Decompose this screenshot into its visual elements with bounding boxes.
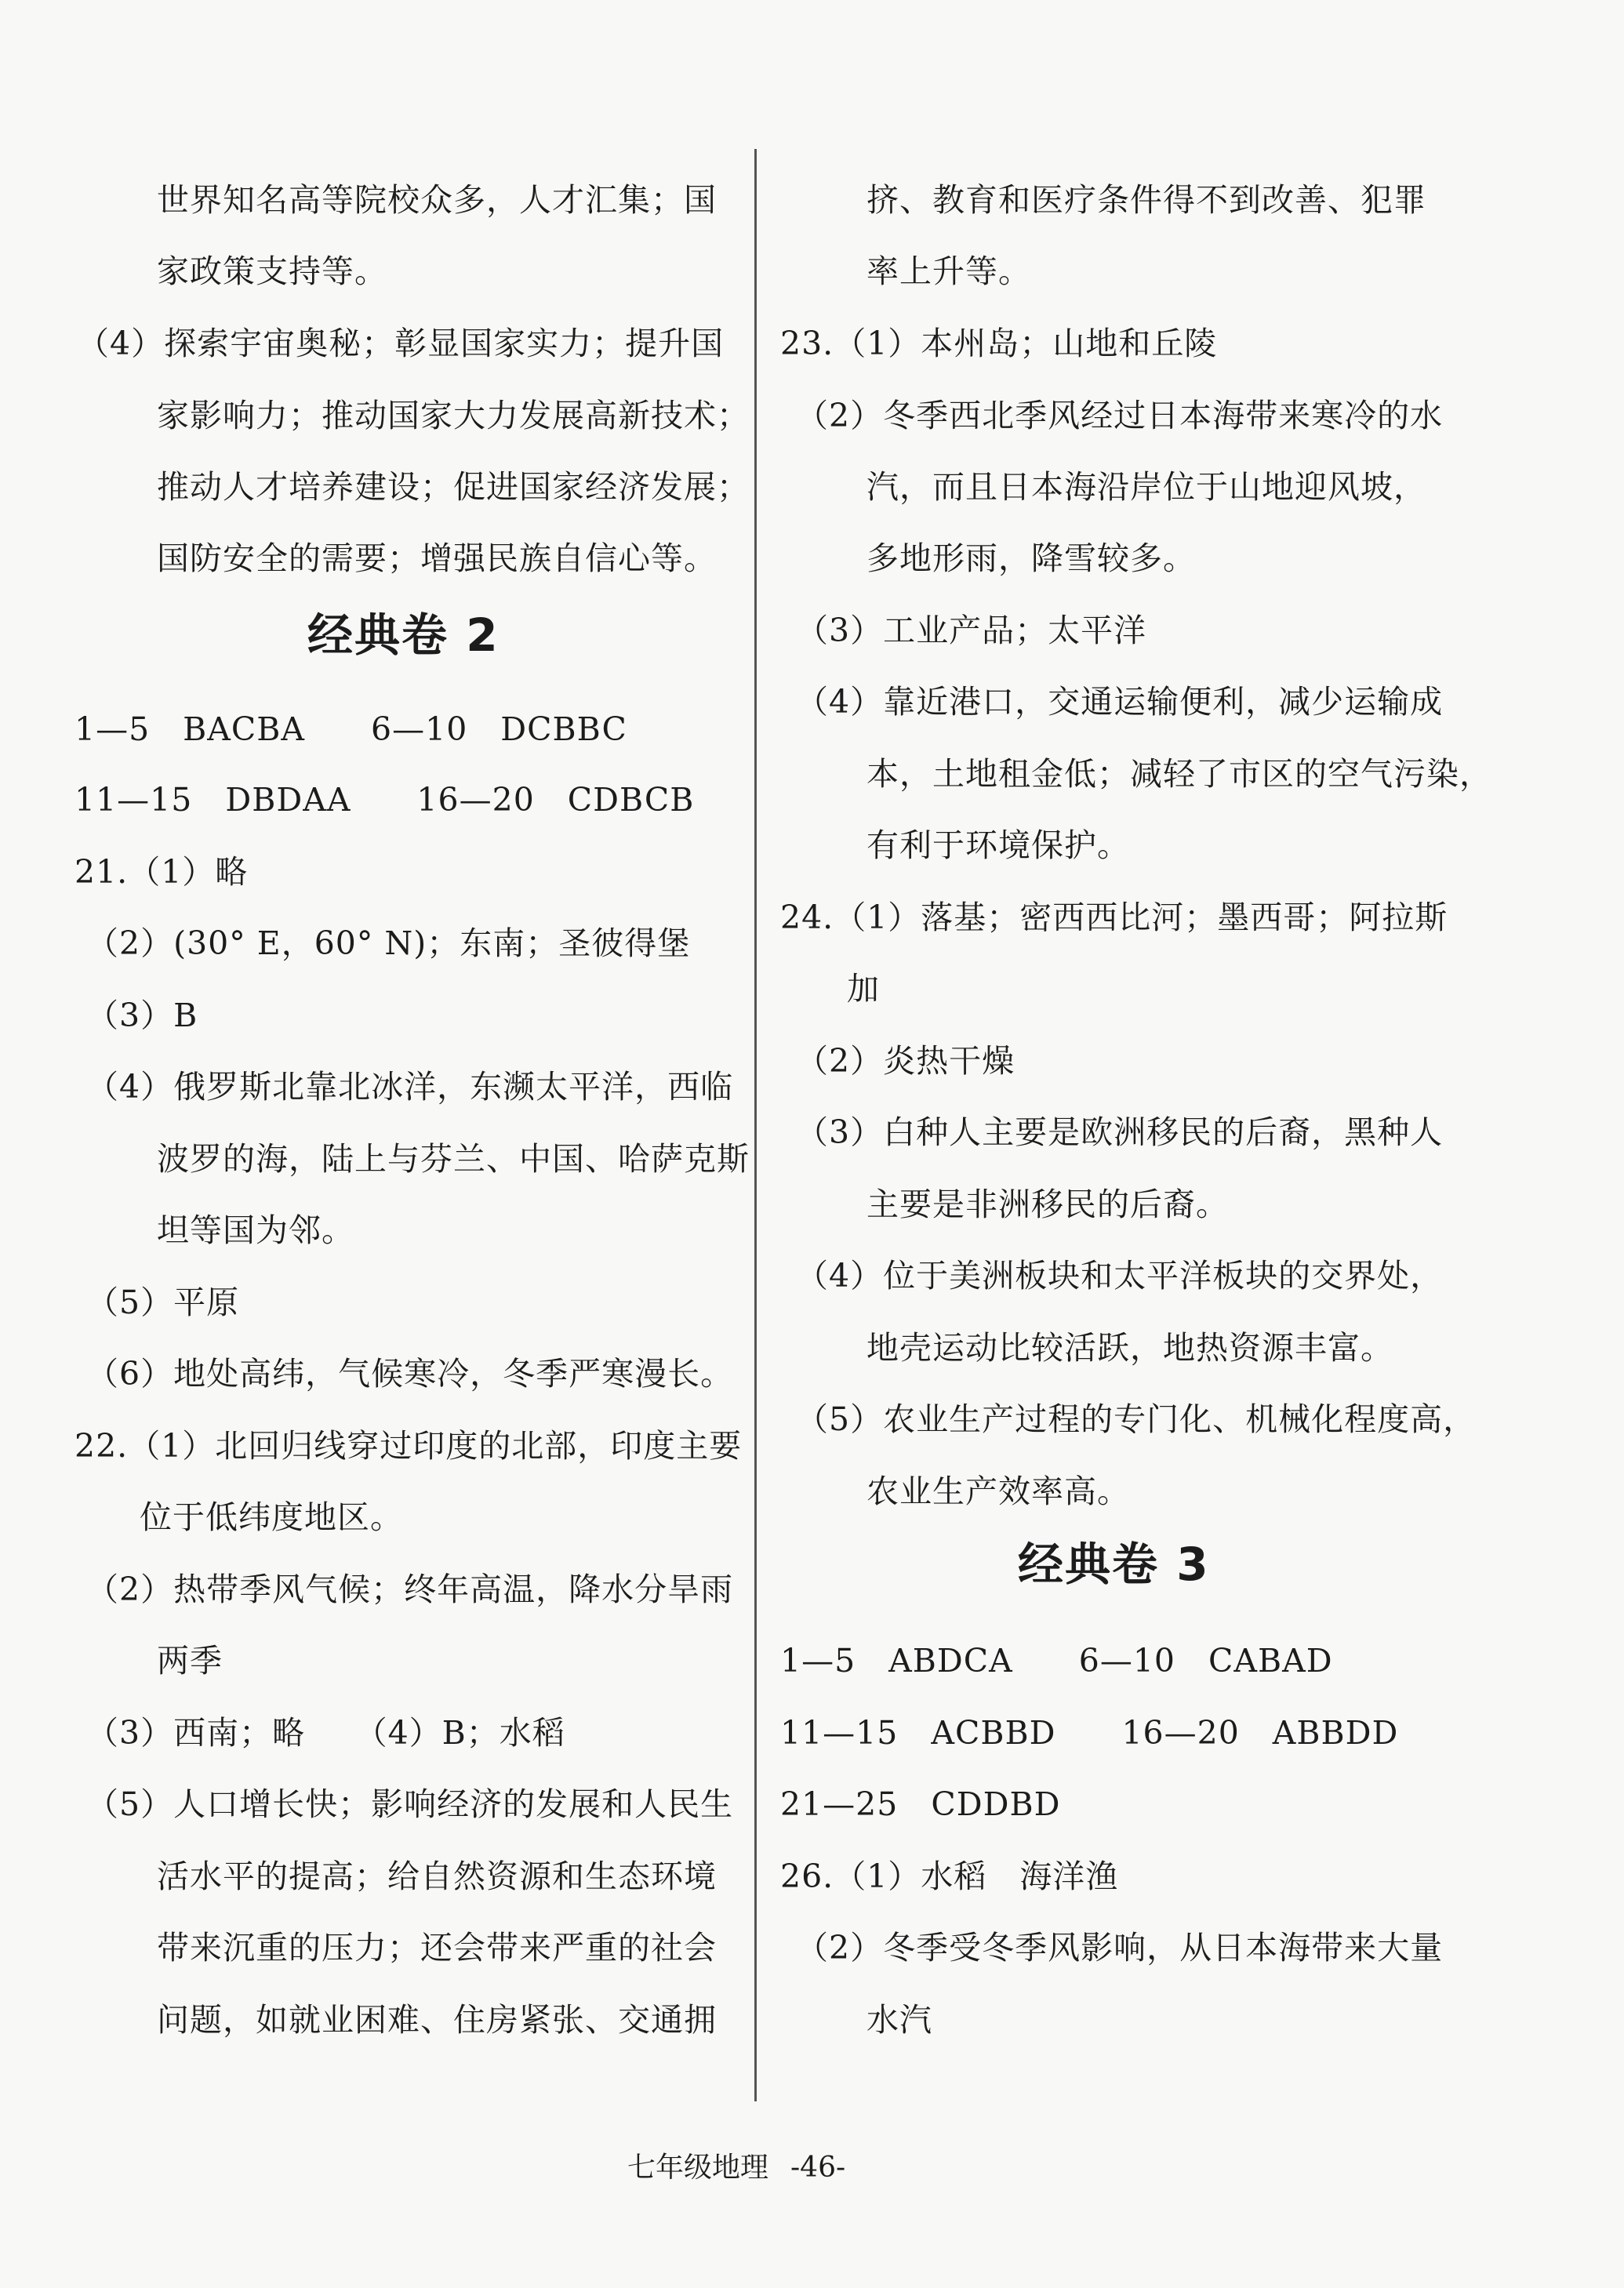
answer-line: 问题，如就业困难、住房紧张、交通拥 (157, 2001, 717, 2039)
answer-line: （4）俄罗斯北靠北冰洋，东濒太平洋，西临 (86, 1068, 734, 1106)
answer-line: 有利于环境保护。 (866, 826, 1130, 864)
answer-line: （4）靠近港口，交通运输便利，减少运输成 (796, 683, 1444, 721)
page-footer (627, 2148, 845, 2188)
answer-line: （6）地处高纬，气候寒冷，冬季严寒漫长。 (86, 1355, 734, 1393)
answer-line: 24.（1）落基；密西西比河；墨西哥；阿拉斯 (780, 899, 1448, 936)
answer-line: 活水平的提高；给自然资源和生态环境 (157, 1858, 717, 1895)
answer-line: 家影响力；推动国家大力发展高新技术； (157, 397, 750, 434)
answer-line: （5）平原 (86, 1284, 240, 1321)
answer-line: 农业生产效率高。 (866, 1473, 1130, 1510)
answer-line: （5）人口增长快；影响经济的发展和人民生 (86, 1785, 734, 1823)
answer-line: （3）白种人主要是欧洲移民的后裔，黑种人 (796, 1113, 1444, 1151)
answer-key-line: 1—5 ABDCA 6—10 CABAD (780, 1642, 1333, 1680)
answer-line: （2）热带季风气候；终年高温，降水分旱雨 (86, 1571, 734, 1608)
answer-line: 位于低纬度地区。 (140, 1498, 403, 1536)
answer-line: （4）位于美洲板块和太平洋板块的交界处， (796, 1257, 1444, 1295)
answer-line: 汽，而且日本海沿岸位于山地迎风坡， (866, 468, 1426, 506)
answer-line: 本，土地租金低；减轻了市区的空气污染， (866, 755, 1492, 793)
answer-line: 两季 (157, 1642, 223, 1680)
answer-line: 国防安全的需要；增强民族自信心等。 (157, 539, 717, 577)
answer-line: 21.（1）略 (74, 853, 249, 891)
answer-line: （4）探索宇宙奥秘；彰显国家实力；提升国 (77, 325, 725, 362)
section-heading: 经典卷 3 (1018, 1538, 1210, 1591)
answer-key-line: 21—25 CDDBD (780, 1785, 1061, 1823)
answer-line: （3）西南；略 （4）B；水稻 (86, 1714, 565, 1752)
answer-line: （3）工业产品；太平洋 (796, 612, 1147, 649)
answer-line: 加 (847, 970, 880, 1008)
answer-line: 坦等国为邻。 (157, 1211, 354, 1249)
answer-line: 地壳运动比较活跃，地热资源丰富。 (866, 1329, 1393, 1367)
answer-line: 带来沉重的压力；还会带来严重的社会 (157, 1929, 717, 1967)
answer-line: 世界知名高等院校众多，人才汇集；国 (157, 181, 717, 219)
section-heading: 经典卷 2 (307, 608, 500, 662)
answer-key-line: 11—15 DBDAA 16—20 CDBCB (74, 781, 695, 819)
answer-line: 水汽 (866, 2001, 932, 2039)
page-number: -46- (790, 2152, 846, 2184)
answer-key-line: 11—15 ACBBD 16—20 ABBDD (780, 1714, 1399, 1752)
footer-label: 七年级地理 (627, 2152, 769, 2184)
column-divider (754, 149, 757, 2101)
answer-line: 波罗的海，陆上与芬兰、中国、哈萨克斯 (157, 1140, 750, 1178)
answer-line: 26.（1）水稻 海洋渔 (780, 1858, 1119, 1895)
answer-line: 多地形雨，降雪较多。 (866, 539, 1196, 577)
answer-line: （2）冬季受冬季风影响，从日本海带来大量 (796, 1929, 1444, 1967)
answer-line: （3）B (86, 997, 198, 1034)
answer-line: 主要是非洲移民的后裔。 (866, 1186, 1229, 1223)
answer-line: 挤、教育和医疗条件得不到改善、犯罪 (866, 181, 1426, 219)
answer-key-line: 1—5 BACBA 6—10 DCBBC (74, 710, 627, 748)
answer-line: （2）(30° E，60° N)；东南；圣彼得堡 (86, 924, 691, 962)
answer-line: 推动人才培养建设；促进国家经济发展； (157, 468, 750, 506)
answer-line: 22.（1）北回归线穿过印度的北部，印度主要 (74, 1427, 743, 1465)
answer-line: （2）冬季西北季风经过日本海带来寒冷的水 (796, 397, 1444, 434)
answer-line: （5）农业生产过程的专门化、机械化程度高， (796, 1400, 1477, 1438)
answer-line: 率上升等。 (866, 252, 1031, 290)
answer-line: 家政策支持等。 (157, 252, 387, 290)
answer-line: （2）炎热干燥 (796, 1042, 1015, 1080)
answer-line: 23.（1）本州岛；山地和丘陵 (780, 325, 1218, 362)
